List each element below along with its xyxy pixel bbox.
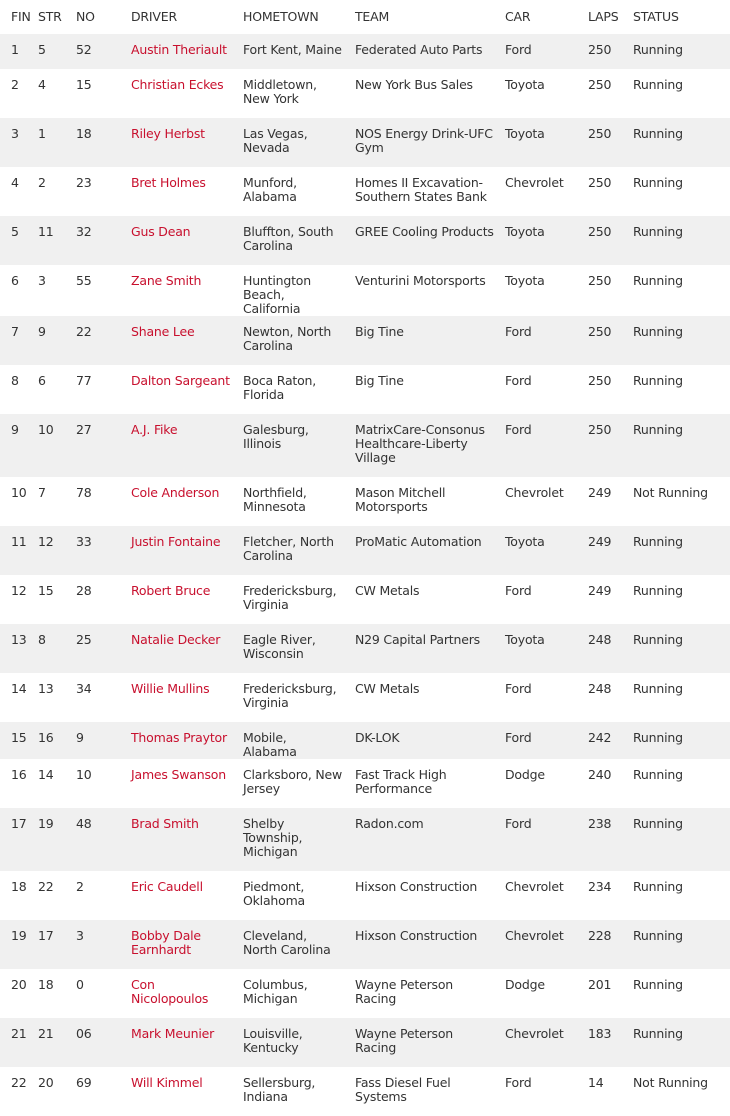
car-make-cell: Ford bbox=[505, 324, 532, 339]
driver-link[interactable]: Thomas Praytor bbox=[131, 730, 227, 745]
laps-cell: 228 bbox=[588, 928, 612, 943]
team-cell: Mason Mitchell Motorsports bbox=[355, 485, 446, 514]
car-number-cell: 22 bbox=[76, 324, 92, 339]
laps-cell: 250 bbox=[588, 273, 612, 288]
start-cell: 15 bbox=[38, 583, 54, 598]
table-row bbox=[0, 575, 730, 624]
driver-link[interactable]: Shane Lee bbox=[131, 324, 195, 339]
driver-link[interactable]: Cole Anderson bbox=[131, 485, 220, 500]
header-hometown: HOMETOWN bbox=[243, 9, 319, 24]
start-cell: 21 bbox=[38, 1026, 54, 1041]
fin-cell: 6 bbox=[11, 273, 19, 288]
hometown-cell: Piedmont, Oklahoma bbox=[243, 879, 306, 908]
car-number-cell: 23 bbox=[76, 175, 92, 190]
car-number-cell: 69 bbox=[76, 1075, 92, 1090]
driver-link[interactable]: Justin Fontaine bbox=[131, 534, 221, 549]
start-cell: 11 bbox=[38, 224, 54, 239]
start-cell: 13 bbox=[38, 681, 54, 696]
laps-cell: 242 bbox=[588, 730, 612, 745]
hometown-cell: Fletcher, North Carolina bbox=[243, 534, 334, 563]
car-make-cell: Toyota bbox=[505, 273, 545, 288]
car-make-cell: Chevrolet bbox=[505, 1026, 564, 1041]
car-number-cell: 28 bbox=[76, 583, 92, 598]
status-cell: Running bbox=[633, 373, 683, 388]
car-make-cell: Dodge bbox=[505, 977, 545, 992]
team-cell: Federated Auto Parts bbox=[355, 42, 483, 57]
status-cell: Running bbox=[633, 422, 683, 437]
start-cell: 22 bbox=[38, 879, 54, 894]
start-cell: 14 bbox=[38, 767, 54, 782]
fin-cell: 20 bbox=[11, 977, 27, 992]
table-row bbox=[0, 526, 730, 575]
fin-cell: 11 bbox=[11, 534, 27, 549]
status-cell: Running bbox=[633, 77, 683, 92]
car-number-cell: 78 bbox=[76, 485, 92, 500]
team-cell: Wayne Peterson Racing bbox=[355, 977, 453, 1006]
hometown-cell: Eagle River, Wisconsin bbox=[243, 632, 316, 661]
start-cell: 7 bbox=[38, 485, 46, 500]
car-make-cell: Toyota bbox=[505, 534, 545, 549]
fin-cell: 19 bbox=[11, 928, 27, 943]
hometown-cell: Sellersburg, Indiana bbox=[243, 1075, 316, 1104]
start-cell: 5 bbox=[38, 42, 46, 57]
car-make-cell: Chevrolet bbox=[505, 928, 564, 943]
table-row bbox=[0, 871, 730, 920]
fin-cell: 10 bbox=[11, 485, 27, 500]
car-make-cell: Ford bbox=[505, 681, 532, 696]
car-number-cell: 0 bbox=[76, 977, 84, 992]
status-cell: Running bbox=[633, 42, 683, 57]
hometown-cell: Cleveland, North Carolina bbox=[243, 928, 331, 957]
header-driver: DRIVER bbox=[131, 9, 177, 24]
laps-cell: 250 bbox=[588, 42, 612, 57]
car-make-cell: Ford bbox=[505, 373, 532, 388]
hometown-cell: Bluffton, South Carolina bbox=[243, 224, 334, 253]
fin-cell: 21 bbox=[11, 1026, 27, 1041]
car-make-cell: Chevrolet bbox=[505, 879, 564, 894]
team-cell: Hixson Construction bbox=[355, 879, 478, 894]
car-make-cell: Ford bbox=[505, 1075, 532, 1090]
fin-cell: 18 bbox=[11, 879, 27, 894]
driver-link[interactable]: Will Kimmel bbox=[131, 1075, 203, 1090]
car-number-cell: 77 bbox=[76, 373, 92, 388]
fin-cell: 13 bbox=[11, 632, 27, 647]
car-make-cell: Chevrolet bbox=[505, 485, 564, 500]
driver-link[interactable]: Dalton Sargeant bbox=[131, 373, 230, 388]
team-cell: Fass Diesel Fuel Systems bbox=[355, 1075, 451, 1104]
laps-cell: 249 bbox=[588, 583, 612, 598]
table-header-row bbox=[0, 0, 730, 34]
table-row bbox=[0, 477, 730, 526]
team-cell: Radon.com bbox=[355, 816, 424, 831]
start-cell: 3 bbox=[38, 273, 46, 288]
header-laps: LAPS bbox=[588, 9, 619, 24]
car-make-cell: Toyota bbox=[505, 632, 545, 647]
laps-cell: 248 bbox=[588, 681, 612, 696]
status-cell: Running bbox=[633, 175, 683, 190]
fin-cell: 8 bbox=[11, 373, 19, 388]
table-row bbox=[0, 34, 730, 69]
start-cell: 9 bbox=[38, 324, 46, 339]
team-cell: N29 Capital Partners bbox=[355, 632, 480, 647]
status-cell: Running bbox=[633, 879, 683, 894]
car-make-cell: Toyota bbox=[505, 224, 545, 239]
laps-cell: 234 bbox=[588, 879, 612, 894]
car-number-cell: 2 bbox=[76, 879, 84, 894]
hometown-cell: Middletown, New York bbox=[243, 77, 317, 106]
hometown-cell: Mobile, Alabama bbox=[243, 730, 297, 759]
team-cell: CW Metals bbox=[355, 583, 420, 598]
fin-cell: 17 bbox=[11, 816, 27, 831]
laps-cell: 250 bbox=[588, 77, 612, 92]
header-no: NO bbox=[76, 9, 95, 24]
team-cell: GREE Cooling Products bbox=[355, 224, 494, 239]
status-cell: Running bbox=[633, 632, 683, 647]
status-cell: Running bbox=[633, 730, 683, 745]
status-cell: Not Running bbox=[633, 485, 708, 500]
table-row bbox=[0, 316, 730, 365]
table-row bbox=[0, 265, 730, 316]
table-row bbox=[0, 920, 730, 969]
driver-link[interactable]: Riley Herbst bbox=[131, 126, 205, 141]
car-number-cell: 10 bbox=[76, 767, 92, 782]
car-number-cell: 3 bbox=[76, 928, 84, 943]
driver-link[interactable]: Zane Smith bbox=[131, 273, 202, 288]
car-make-cell: Ford bbox=[505, 583, 532, 598]
status-cell: Running bbox=[633, 681, 683, 696]
car-number-cell: 33 bbox=[76, 534, 92, 549]
laps-cell: 249 bbox=[588, 534, 612, 549]
laps-cell: 238 bbox=[588, 816, 612, 831]
status-cell: Not Running bbox=[633, 1075, 708, 1090]
laps-cell: 250 bbox=[588, 126, 612, 141]
team-cell: CW Metals bbox=[355, 681, 420, 696]
team-cell: DK-LOK bbox=[355, 730, 400, 745]
status-cell: Running bbox=[633, 928, 683, 943]
status-cell: Running bbox=[633, 273, 683, 288]
status-cell: Running bbox=[633, 534, 683, 549]
laps-cell: 250 bbox=[588, 373, 612, 388]
car-number-cell: 06 bbox=[76, 1026, 92, 1041]
status-cell: Running bbox=[633, 583, 683, 598]
header-fin: FIN bbox=[11, 9, 31, 24]
driver-link[interactable]: Christian Eckes bbox=[131, 77, 224, 92]
table-row bbox=[0, 808, 730, 871]
fin-cell: 22 bbox=[11, 1075, 27, 1090]
hometown-cell: Huntington Beach, California bbox=[243, 273, 311, 316]
table-row bbox=[0, 673, 730, 722]
car-make-cell: Toyota bbox=[505, 77, 545, 92]
car-make-cell: Dodge bbox=[505, 767, 545, 782]
table-row bbox=[0, 722, 730, 759]
laps-cell: 250 bbox=[588, 224, 612, 239]
car-number-cell: 52 bbox=[76, 42, 92, 57]
start-cell: 4 bbox=[38, 77, 46, 92]
team-cell: MatrixCare-Consonus Healthcare-Liberty Village bbox=[355, 422, 485, 465]
start-cell: 19 bbox=[38, 816, 54, 831]
hometown-cell: Fredericksburg, Virginia bbox=[243, 583, 337, 612]
start-cell: 1 bbox=[38, 126, 46, 141]
header-status: STATUS bbox=[633, 9, 679, 24]
status-cell: Running bbox=[633, 816, 683, 831]
team-cell: Venturini Motorsports bbox=[355, 273, 486, 288]
fin-cell: 14 bbox=[11, 681, 27, 696]
fin-cell: 9 bbox=[11, 422, 19, 437]
start-cell: 12 bbox=[38, 534, 54, 549]
start-cell: 18 bbox=[38, 977, 54, 992]
start-cell: 10 bbox=[38, 422, 54, 437]
laps-cell: 250 bbox=[588, 175, 612, 190]
hometown-cell: Fort Kent, Maine bbox=[243, 42, 342, 57]
team-cell: Fast Track High Performance bbox=[355, 767, 447, 796]
header-car: CAR bbox=[505, 9, 531, 24]
laps-cell: 248 bbox=[588, 632, 612, 647]
hometown-cell: Northfield, Minnesota bbox=[243, 485, 307, 514]
driver-link[interactable]: Con Nicolopoulos bbox=[131, 977, 209, 1006]
start-cell: 17 bbox=[38, 928, 54, 943]
status-cell: Running bbox=[633, 126, 683, 141]
driver-link[interactable]: Robert Bruce bbox=[131, 583, 211, 598]
team-cell: Hixson Construction bbox=[355, 928, 478, 943]
car-number-cell: 34 bbox=[76, 681, 92, 696]
car-number-cell: 27 bbox=[76, 422, 92, 437]
laps-cell: 250 bbox=[588, 324, 612, 339]
fin-cell: 3 bbox=[11, 126, 19, 141]
header-str: STR bbox=[38, 9, 62, 24]
team-cell: Wayne Peterson Racing bbox=[355, 1026, 453, 1055]
table-row bbox=[0, 365, 730, 414]
table-row bbox=[0, 759, 730, 808]
laps-cell: 249 bbox=[588, 485, 612, 500]
status-cell: Running bbox=[633, 1026, 683, 1041]
hometown-cell: Louisville, Kentucky bbox=[243, 1026, 303, 1055]
driver-link[interactable]: Eric Caudell bbox=[131, 879, 203, 894]
team-cell: New York Bus Sales bbox=[355, 77, 473, 92]
team-cell: Big Tine bbox=[355, 324, 404, 339]
driver-link[interactable]: Gus Dean bbox=[131, 224, 191, 239]
status-cell: Running bbox=[633, 977, 683, 992]
car-number-cell: 55 bbox=[76, 273, 92, 288]
laps-cell: 240 bbox=[588, 767, 612, 782]
hometown-cell: Boca Raton, Florida bbox=[243, 373, 317, 402]
laps-cell: 183 bbox=[588, 1026, 612, 1041]
fin-cell: 16 bbox=[11, 767, 27, 782]
driver-link[interactable]: Willie Mullins bbox=[131, 681, 210, 696]
results-body bbox=[0, 34, 730, 1116]
hometown-cell: Shelby Township, Michigan bbox=[243, 816, 303, 859]
driver-link[interactable]: Bobby Dale Earnhardt bbox=[131, 928, 201, 957]
table-row bbox=[0, 414, 730, 477]
fin-cell: 4 bbox=[11, 175, 19, 190]
driver-link[interactable]: Brad Smith bbox=[131, 816, 199, 831]
hometown-cell: Newton, North Carolina bbox=[243, 324, 332, 353]
team-cell: Homes II Excavation-Southern States Bank bbox=[355, 175, 487, 204]
driver-link[interactable]: A.J. Fike bbox=[131, 422, 178, 437]
team-cell: NOS Energy Drink-UFC Gym bbox=[355, 126, 493, 155]
fin-cell: 15 bbox=[11, 730, 27, 745]
start-cell: 6 bbox=[38, 373, 46, 388]
fin-cell: 7 bbox=[11, 324, 19, 339]
start-cell: 2 bbox=[38, 175, 46, 190]
table-row bbox=[0, 1067, 730, 1116]
hometown-cell: Fredericksburg, Virginia bbox=[243, 681, 337, 710]
team-cell: ProMatic Automation bbox=[355, 534, 482, 549]
table-row bbox=[0, 969, 730, 1018]
driver-link[interactable]: Mark Meunier bbox=[131, 1026, 215, 1041]
laps-cell: 201 bbox=[588, 977, 612, 992]
hometown-cell: Clarksboro, New Jersey bbox=[243, 767, 343, 796]
car-number-cell: 48 bbox=[76, 816, 92, 831]
car-number-cell: 32 bbox=[76, 224, 92, 239]
hometown-cell: Munford, Alabama bbox=[243, 175, 297, 204]
table-row bbox=[0, 69, 730, 118]
car-number-cell: 15 bbox=[76, 77, 92, 92]
status-cell: Running bbox=[633, 324, 683, 339]
start-cell: 8 bbox=[38, 632, 46, 647]
car-number-cell: 18 bbox=[76, 126, 92, 141]
table-row bbox=[0, 216, 730, 265]
laps-cell: 14 bbox=[588, 1075, 604, 1090]
hometown-cell: Galesburg, Illinois bbox=[243, 422, 309, 451]
driver-link[interactable]: Bret Holmes bbox=[131, 175, 206, 190]
status-cell: Running bbox=[633, 767, 683, 782]
car-make-cell: Ford bbox=[505, 730, 532, 745]
fin-cell: 2 bbox=[11, 77, 19, 92]
hometown-cell: Columbus, Michigan bbox=[243, 977, 308, 1006]
table-row bbox=[0, 118, 730, 167]
fin-cell: 1 bbox=[11, 42, 19, 57]
car-make-cell: Ford bbox=[505, 42, 532, 57]
car-make-cell: Toyota bbox=[505, 126, 545, 141]
hometown-cell: Las Vegas, Nevada bbox=[243, 126, 308, 155]
driver-link[interactable]: James Swanson bbox=[131, 767, 226, 782]
car-make-cell: Ford bbox=[505, 422, 532, 437]
table-row bbox=[0, 1018, 730, 1067]
header-team: TEAM bbox=[355, 9, 390, 24]
laps-cell: 250 bbox=[588, 422, 612, 437]
fin-cell: 12 bbox=[11, 583, 27, 598]
fin-cell: 5 bbox=[11, 224, 19, 239]
start-cell: 20 bbox=[38, 1075, 54, 1090]
car-make-cell: Ford bbox=[505, 816, 532, 831]
driver-link[interactable]: Austin Theriault bbox=[131, 42, 227, 57]
car-number-cell: 25 bbox=[76, 632, 92, 647]
table-row bbox=[0, 624, 730, 673]
car-make-cell: Chevrolet bbox=[505, 175, 564, 190]
driver-link[interactable]: Natalie Decker bbox=[131, 632, 221, 647]
status-cell: Running bbox=[633, 224, 683, 239]
car-number-cell: 9 bbox=[76, 730, 84, 745]
team-cell: Big Tine bbox=[355, 373, 404, 388]
start-cell: 16 bbox=[38, 730, 54, 745]
table-row bbox=[0, 167, 730, 216]
